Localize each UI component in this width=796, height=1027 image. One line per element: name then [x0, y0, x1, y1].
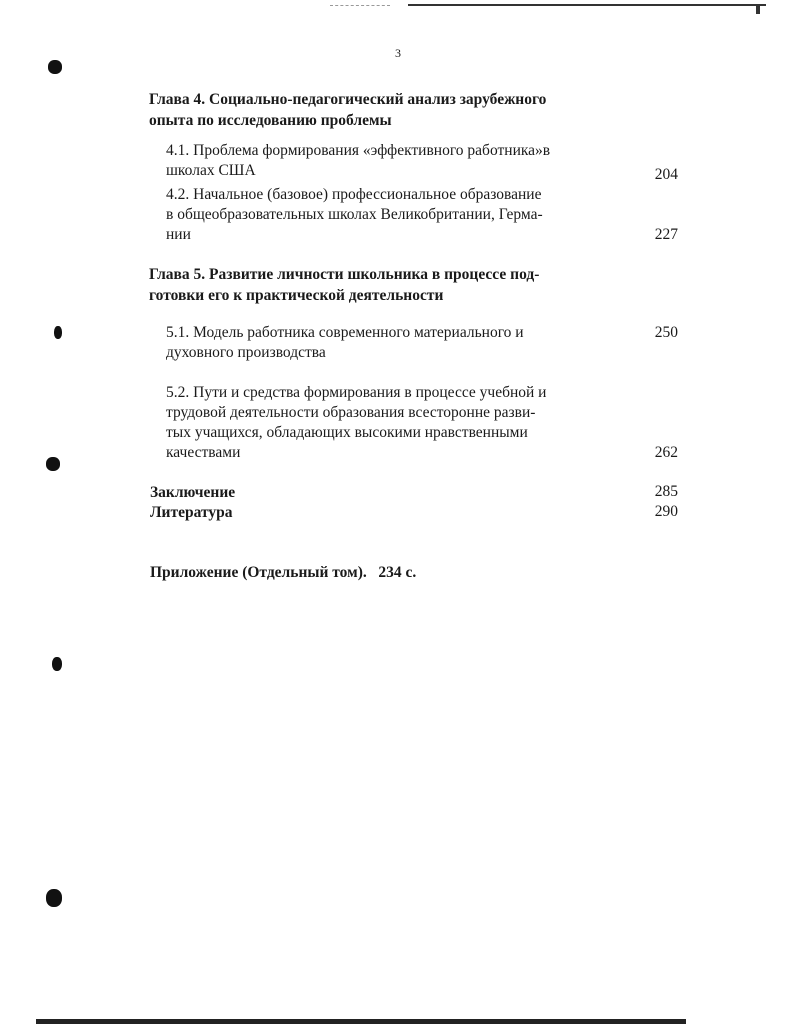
punch-hole-mark — [52, 657, 62, 671]
section-line: тых учащихся, обладающих высокими нравственными — [166, 424, 528, 441]
chapter-5-title — [149, 264, 619, 306]
section-4-1-page: 204 — [654, 166, 678, 183]
section-line: 4.1. Проблема формирования «эффективного работника»в — [166, 142, 551, 159]
scan-dash-line — [330, 5, 390, 6]
page-number: 3 — [395, 46, 401, 60]
scan-top-hook — [756, 4, 760, 14]
literature-page: 290 — [654, 503, 678, 520]
chapter-5-title-line: готовки его к практической деятельности — [149, 287, 444, 304]
section-5-1-page: 250 — [654, 324, 678, 341]
conclusion-page: 285 — [654, 483, 678, 500]
scan-top-rule — [408, 4, 766, 6]
punch-hole-mark — [46, 889, 62, 907]
chapter-4-title-line: Глава 4. Социально-педагогический анализ зарубежного — [149, 91, 547, 108]
punch-hole-mark — [46, 457, 60, 471]
punch-hole-mark — [54, 326, 62, 339]
section-5-1-text — [166, 323, 524, 363]
section-line: в общеобразовательных школах Великобритании, Герма- — [166, 206, 543, 223]
literature-label: Литература — [150, 504, 233, 521]
section-4-1-text — [166, 141, 550, 181]
section-line: нии — [166, 226, 191, 243]
section-line: 5.2. Пути и средства формирования в процессе учебной и — [166, 384, 547, 401]
scan-bottom-rule — [36, 1019, 686, 1024]
chapter-4-title-line: опыта по исследованию проблемы — [149, 112, 392, 129]
section-line: 5.1. Модель работника современного материального и — [166, 324, 524, 341]
section-line: качествами — [166, 444, 241, 461]
section-4-2-page: 227 — [654, 226, 678, 243]
section-line: духовного производства — [166, 344, 326, 361]
section-4-2-text — [166, 185, 543, 245]
section-line: школах США — [166, 162, 256, 179]
punch-hole-mark — [48, 60, 62, 74]
section-line: 4.2. Начальное (базовое) профессиональное образование — [166, 186, 542, 203]
conclusion-label: Заключение — [150, 484, 236, 501]
section-5-2-page: 262 — [654, 444, 678, 461]
appendix-line: Приложение (Отдельный том). 234 с. — [150, 564, 417, 581]
chapter-5-title-line: Глава 5. Развитие личности школьника в процессе под- — [149, 266, 540, 283]
section-5-2-text — [166, 383, 546, 463]
chapter-4-title — [149, 89, 619, 131]
section-line: трудовой деятельности образования всесторонне разви- — [166, 404, 536, 421]
